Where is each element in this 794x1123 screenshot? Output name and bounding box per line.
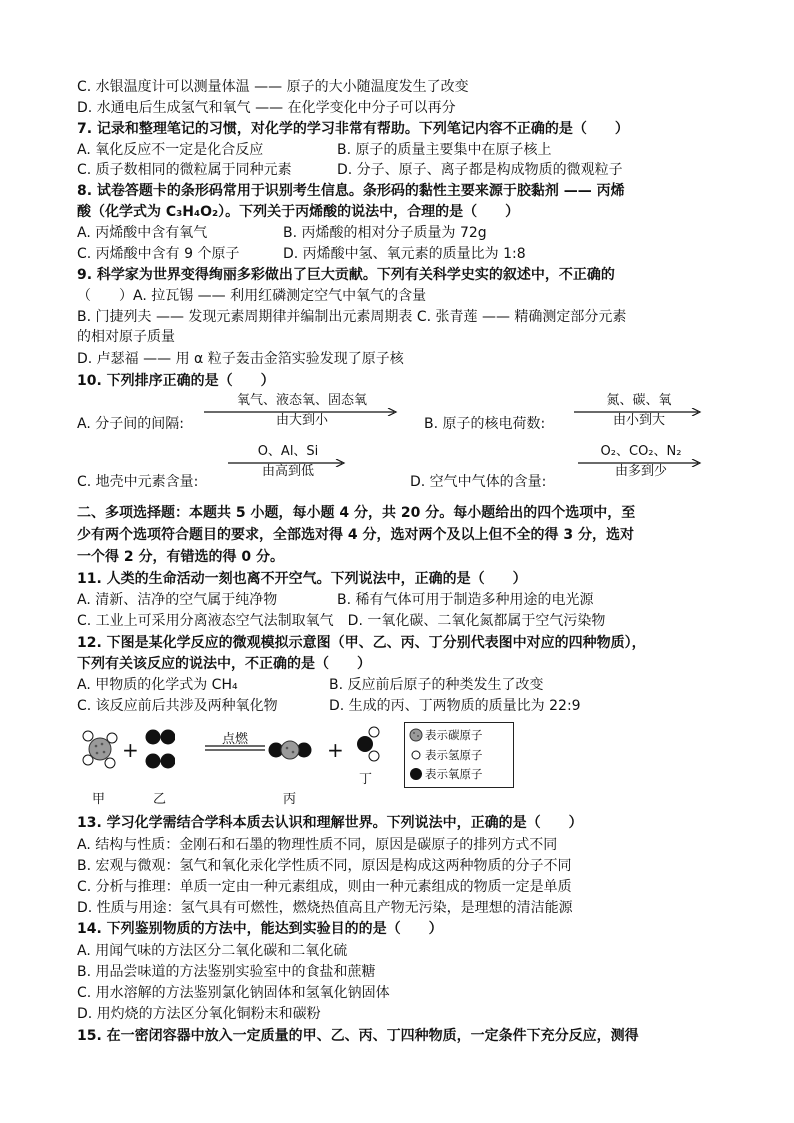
diagram-legend — [404, 722, 514, 788]
q11-option-a: A. 清新、洁净的空气属于纯净物 — [77, 592, 278, 608]
q11-options-cd: C. 工业上可采用分离液态空气法制取氧气 D. 一氧化碳、二氧化氮都属于空气污染物 — [77, 613, 606, 629]
q10-option-a-arrow — [204, 393, 400, 431]
q12-stem-2: 下列有关该反应的说法中，不正确的是（ ） — [77, 656, 371, 672]
q7-option-a: A. 氧化反应不一定是化合反应 — [77, 142, 264, 158]
q8-option-d: D. 丙烯酸中氢、氧元素的质量比为 1:8 — [283, 246, 526, 262]
q12-option-b: B. 反应前后原子的种类发生了改变 — [329, 677, 544, 693]
q13-option-b: B. 宏观与微观：氢气和氧化汞化学性质不同，原因是构成这两种物质的分子不同 — [77, 858, 572, 874]
q10-b-order: 由小到大 — [612, 413, 665, 428]
q10-option-c-arrow — [228, 444, 348, 482]
q9-stem: 9. 科学家为世界变得绚丽多彩做出了巨大贡献。下列有关科学史实的叙述中，不正确的 — [77, 267, 615, 283]
q7-option-d: D. 分子、原子、离子都是构成物质的微观粒子 — [337, 162, 623, 178]
section-2-heading-1: 二、多项选择题：本题共 5 小题，每小题 4 分，共 20 分。每小题给出的四个选项中，至 — [77, 505, 636, 521]
molecule-yi-icon — [145, 728, 175, 772]
hydrogen-atom-icon — [411, 749, 423, 761]
q10-stem: 10. 下列排序正确的是（ ） — [77, 373, 275, 389]
q10-option-c-label: C. 地壳中元素含量: — [77, 474, 199, 490]
q9-option-d: D. 卢瑟福 —— 用 α 粒子轰击金箔实验发现了原子核 — [77, 351, 404, 367]
q8-option-c: C. 丙烯酸中含有 9 个原子 — [77, 246, 240, 262]
q7-stem: 7. 记录和整理笔记的习惯，对化学的学习非常有帮助。下列笔记内容不正确的是（ ） — [77, 121, 629, 137]
q14-option-a: A. 用闻气味的方法区分二氧化碳和二氧化硫 — [77, 943, 348, 959]
plus-sign-1: + — [122, 738, 139, 762]
label-jia: 甲 — [92, 792, 106, 807]
q7-option-b: B. 原子的质量主要集中在原子核上 — [337, 142, 552, 158]
equals-sign-icon — [205, 744, 265, 752]
legend-carbon: 表示碳原子 — [425, 728, 483, 742]
q11-stem: 11. 人类的生命活动一刻也离不开空气。下列说法中，正确的是（ ） — [77, 571, 527, 587]
q10-a-order: 由大到小 — [275, 413, 328, 428]
molecule-jia-icon — [80, 728, 120, 772]
q10-d-order: 由多到少 — [614, 464, 667, 479]
q9-option-bc: B. 门捷列夫 —— 发现元素周期律并编制出元素周期表 C. 张青莲 —— 精确测定部分元素 — [77, 309, 627, 325]
section-2-heading-3: 一个得 2 分，有错选的得 0 分。 — [77, 549, 284, 565]
q10-b-sequence: 氮、碳、氧 — [606, 393, 672, 408]
q11-option-b: B. 稀有气体可用于制造多种用途的电光源 — [337, 592, 594, 608]
q9-option-c-cont: 的相对原子质量 — [77, 329, 175, 345]
legend-oxygen: 表示氧原子 — [425, 767, 483, 781]
q6-option-c: C. 水银温度计可以测量体温 —— 原子的大小随温度发生了改变 — [77, 79, 469, 95]
molecule-ding-icon — [352, 724, 382, 764]
q13-stem: 13. 学习化学需结合学科本质去认识和理解世界。下列说法中，正确的是（ ） — [77, 815, 583, 831]
q7-option-c: C. 质子数相同的微粒属于同种元素 — [77, 162, 292, 178]
q10-d-sequence: O₂、CO₂、N₂ — [600, 444, 682, 459]
q8-option-b: B. 丙烯酸的相对分子质量为 72g — [283, 225, 487, 241]
q10-c-order: 由高到低 — [261, 464, 314, 479]
q9-option-a: （ ）A. 拉瓦锡 —— 利用红磷测定空气中氧气的含量 — [77, 288, 427, 304]
label-bing: 丙 — [283, 792, 297, 807]
q14-option-b: B. 用品尝味道的方法鉴别实验室中的食盐和蔗糖 — [77, 964, 376, 980]
reaction-condition: 点燃 — [221, 732, 248, 747]
q8-option-a: A. 丙烯酸中含有氧气 — [77, 225, 208, 241]
q10-option-a-label: A. 分子间的间隔: — [77, 416, 184, 432]
legend-hydrogen: 表示氢原子 — [425, 748, 483, 762]
plus-sign-2: + — [327, 738, 344, 762]
label-yi: 乙 — [153, 792, 167, 807]
q8-stem-2: 酸（化学式为 C₃H₄O₂）。下列关于丙烯酸的说法中，合理的是（ ） — [77, 204, 520, 220]
q12-option-c: C. 该反应前后共涉及两种氧化物 — [77, 698, 278, 714]
q8-stem-1: 8. 试卷答题卡的条形码常用于识别考生信息。条形码的黏性主要来源于胶黏剂 —— 丙烯 — [77, 183, 625, 199]
molecule-bing-icon — [268, 740, 312, 760]
q13-option-a: A. 结构与性质：金刚石和石墨的物理性质不同，原因是碳原子的排列方式不同 — [77, 837, 558, 853]
q10-option-d-label: D. 空气中气体的含量: — [410, 474, 547, 490]
q14-stem: 14. 下列鉴别物质的方法中，能达到实验目的的是（ ） — [77, 921, 443, 937]
carbon-atom-icon — [409, 728, 423, 742]
q15-stem: 15. 在一密闭容器中放入一定质量的甲、乙、丙、丁四种物质，一定条件下充分反应，测得 — [77, 1028, 639, 1044]
q10-option-b-arrow — [574, 393, 704, 431]
q10-a-sequence: 氧气、液态氧、固态氧 — [236, 393, 367, 408]
q6-option-d: D. 水通电后生成氢气和氧气 —— 在化学变化中分子可以再分 — [77, 100, 456, 116]
q12-option-a: A. 甲物质的化学式为 CH₄ — [77, 677, 238, 693]
q13-option-c: C. 分析与推理：单质一定由一种元素组成，则由一种元素组成的物质一定是单质 — [77, 879, 572, 895]
oxygen-atom-icon — [409, 767, 423, 781]
section-2-heading-2: 少有两个选项符合题目的要求，全部选对得 4 分，选对两个及以上但不全的得 3 分，选对 — [77, 527, 634, 543]
q10-c-sequence: O、Al、Si — [257, 444, 319, 459]
q12-stem-1: 12. 下图是某化学反应的微观模拟示意图（甲、乙、丙、丁分别代表图中对应的四种物质）， — [77, 635, 646, 651]
label-ding: 丁 — [359, 772, 373, 787]
q13-option-d: D. 性质与用途：氢气具有可燃性，燃烧热值高且产物无污染，是理想的清洁能源 — [77, 900, 573, 916]
q12-option-d: D. 生成的丙、丁两物质的质量比为 22:9 — [329, 698, 581, 714]
q10-option-b-label: B. 原子的核电荷数: — [424, 416, 546, 432]
q14-option-d: D. 用灼烧的方法区分氧化铜粉末和碳粉 — [77, 1006, 321, 1022]
q14-option-c: C. 用水溶解的方法鉴别氯化钠固体和氢氧化钠固体 — [77, 985, 390, 1001]
q10-option-d-arrow — [578, 444, 704, 482]
